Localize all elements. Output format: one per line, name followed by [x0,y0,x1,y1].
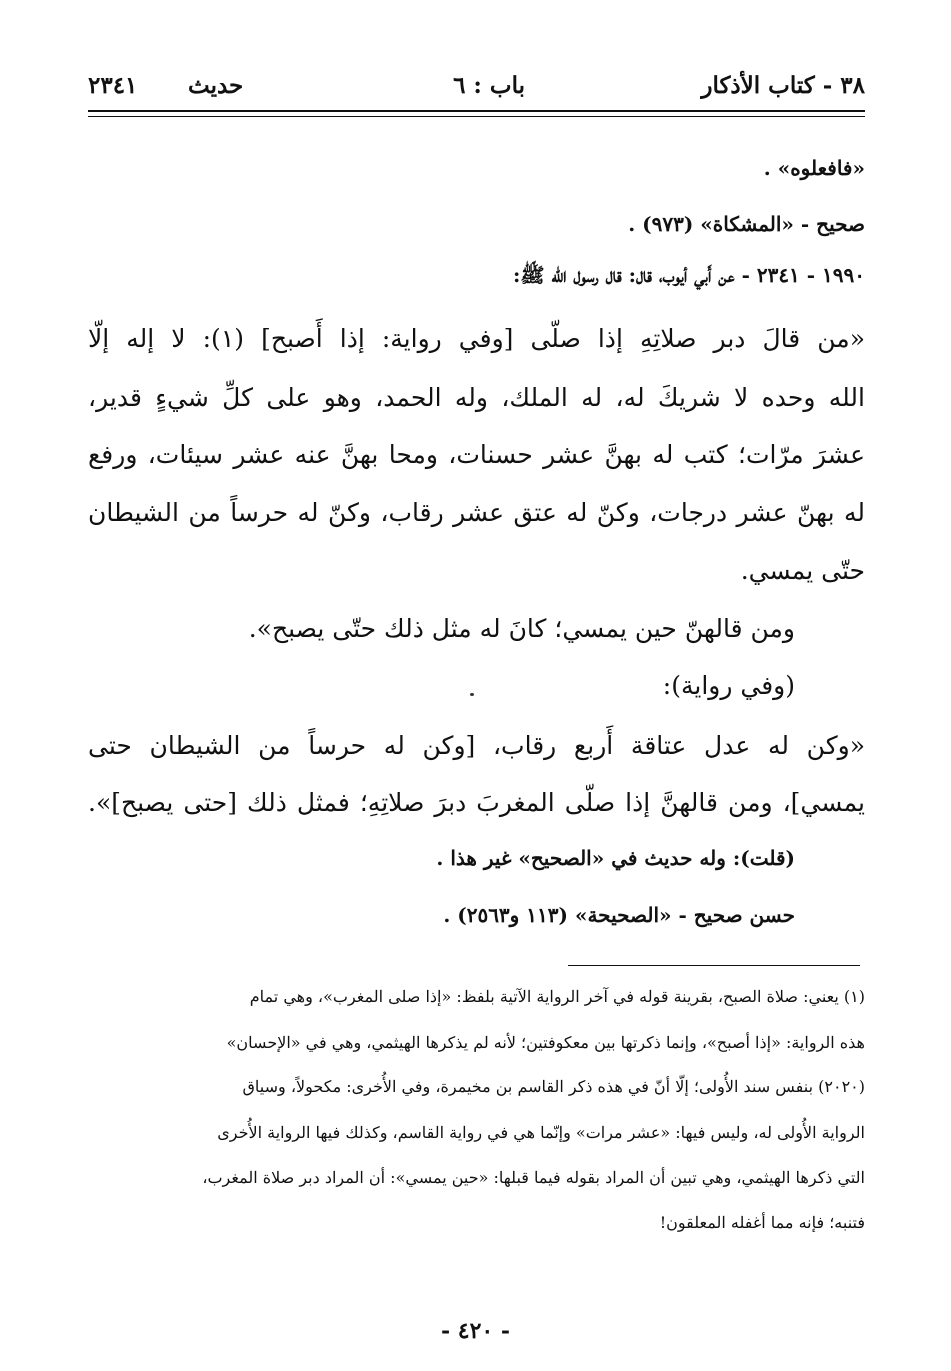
header-rule-thin [88,116,865,117]
header-rule-thick [88,110,865,112]
header-hadith-number: ٢٣٤١ [88,72,138,99]
body-line-8: حتّى يمسي. [740,556,865,585]
footnote-line-4: الرواية الأُولى له، وليس فيها: «عشر مرات» وإنّما هي في رواية القاسم، وكذلك فيها الرواية الأُخرى [217,1123,865,1142]
footnote-line-2: هذه الرواية: «إذا أصبح»، وإنما ذكرتها بين معكوفتين؛ لأنه لم يذكرها الهيثمي، وهي في «الإحسان» [226,1033,865,1052]
footnote-separator [568,965,860,966]
body-line-4: «من قالَ دبر صلاتِهِ إذا صلّى [وفي رواية: إذا أَصبح] (١): لا إله إلّا [88,324,865,353]
print-speck [470,693,474,696]
body-line-13: (قلت): وله حديث في «الصحيح» غير هذا . [436,846,795,870]
header-book-title: ٣٨ - كتاب الأذكار [701,72,865,99]
footnote-line-6: فتنبه؛ فإنه مما أغفله المعلقون! [659,1213,865,1232]
body-line-5: الله وحده لا شريكَ له، له الملك، وله الحمد، وهو على كلِّ شيءٍ قدير، [88,383,865,412]
body-line-12: يمسي]، ومن قالهنَّ إذا صلّى المغربَ دبرَ صلاتِهِ؛ فمثل ذلك [حتى يصبح]». [88,788,865,817]
running-header [88,68,865,108]
hadith-heading: ١٩٩٠ - ٢٣٤١ - عن أَبي أيوب، قال: قال رسول الله ﷺ: [513,263,865,287]
body-line-6: عشرَ مرّات؛ كتب له بهنَّ عشر حسنات، ومحا بهنَّ عنه عشر سيئات، ورفع [88,440,865,469]
header-hadith-label: حديث [188,72,244,99]
body-line-11: «وكن له عدل عتاقة أَربع رقاب، [وكن له حرساً من الشيطان حتى [88,731,865,760]
body-line-14: حسن صحيح - «الصحيحة» (١١٣ و٢٥٦٣) . [443,903,795,927]
footnote-line-3: (٢٠٢٠) بنفس سند الأُولى؛ إلّا أنّ في هذه ذكر القاسم بن مخيمرة، وفي الأُخرى: مكحولاً، وسياق [242,1077,865,1096]
body-line-1: «فافعلوه» . [763,156,865,180]
body-line-9: ومن قالهنّ حين يمسي؛ كانَ له مثل ذلك حتّى يصبح». [248,614,795,643]
body-line-2: صحيح - «المشكاة» (٩٧٣) . [628,212,865,236]
header-chapter: باب : ٦ [453,72,525,99]
footnote-line-5: التي ذكرها الهيثمي، وهي تبين أن المراد بقوله فيما قبلها: «حين يمسي»: أن المراد دبر صلاة المغرب، [202,1168,865,1187]
footnote-line-1: (١) يعني: صلاة الصبح، بقرينة قوله في آخر الرواية الآتية بلفظ: «إذا صلى المغرب»، وهي تمام [249,987,865,1006]
body-line-10: (وفي رواية): [662,671,795,700]
page-number: - ٤٢٠ - [440,1318,511,1344]
body-line-7: له بهنّ عشر درجات، وكنّ له عتق عشر رقاب، وكنّ له حرساً من الشيطان [88,498,865,527]
